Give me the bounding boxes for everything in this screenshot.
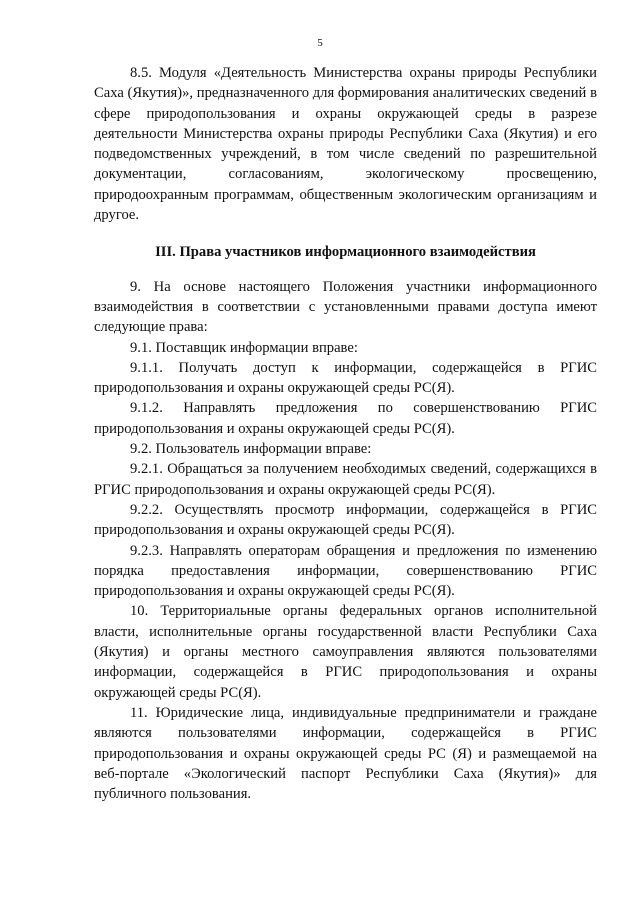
page-number: 5 [317,37,323,49]
paragraph-9-1-2: 9.1.2. Направлять предложения по совершенствованию РГИС природопользования и охраны окружающей среды РС(Я). [94,400,597,437]
paragraph-9-1: 9.1. Поставщик информации вправе: [130,339,358,356]
paragraph-9-2-1: 9.2.1. Обращаться за получением необходимых сведений, содержащихся в РГИС природопользования и охраны окружающей среды РС(Я). [94,461,597,498]
paragraph-10: 10. Территориальные органы федеральных органов исполнительной власти, исполнительные органы государственной власти Республики Саха (Якутия) и органы местного самоуправления являются пользователями информации, содержащейся в РГИС природопользования и охраны окружающей среды РС(Я). [94,603,597,701]
section-heading: III. Права участников информационного взаимодействия [155,244,536,261]
paragraph-9-2: 9.2. Пользователь информации вправе: [130,441,372,458]
document-body [94,63,597,804]
paragraph-9: 9. На основе настоящего Положения участники информационного взаимодействия в соответствии с установленными правами доступа имеют следующие права: [94,278,597,336]
paragraph-9-2-2: 9.2.2. Осуществлять просмотр информации, содержащейся в РГИС природопользования и охраны окружающей среды РС(Я). [94,501,597,539]
paragraph-11: 11. Юридические лица, индивидуальные предприниматели и граждане являются пользователями информации, содержащейся в РГИС природопользования и охраны окружающей среды РС (Я) и размещаемой на веб-портале «Экологический паспорт Республики Саха (Якутия)» для публичного пользования. [94,704,597,803]
paragraph-9-1-1: 9.1.1. Получать доступ к информации, содержащейся в РГИС природопользования и охраны окружающей среды РС(Я). [94,359,597,397]
paragraph-8-5: 8.5. Модуля «Деятельность Министерства охраны природы Республики Саха (Якутия)», предназначенного для формирования аналитических сведений в сфере природопользования и охраны окружающей среды в разрезе деятельности Министерства охраны природы Республики Саха (Якутия) и его подведомственных учреждений, в том числе сведений по разрешительной документации, согласованиям, экологическому просвещению, природоохранным программам, общественным экологическим организациям и другое. [94,65,597,224]
paragraph-9-2-3: 9.2.3. Направлять операторам обращения и предложения по изменению порядка предоставления информации, совершенствованию РГИС природопользования и охраны окружающей среды РС(Я). [94,542,597,600]
